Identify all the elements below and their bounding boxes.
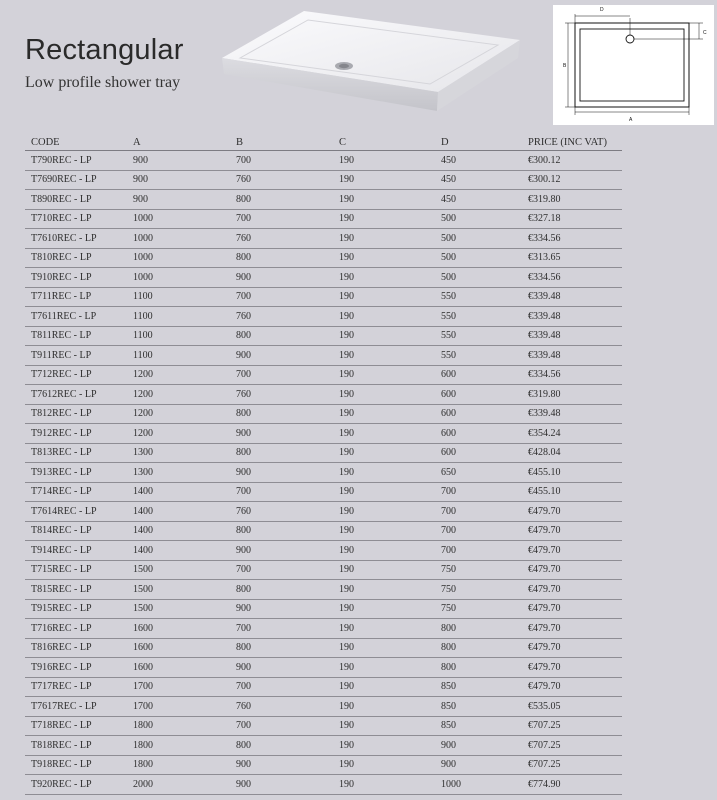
cell-b: 760	[230, 229, 333, 249]
cell-b: 700	[230, 677, 333, 697]
cell-c: 190	[333, 346, 435, 366]
dimensions-price-table	[25, 134, 622, 795]
cell-price: €535.05	[522, 697, 622, 717]
column-header-c: C	[333, 134, 435, 151]
cell-a: 1100	[127, 307, 230, 327]
cell-a: 1000	[127, 229, 230, 249]
column-header-code: CODE	[25, 134, 127, 151]
cell-d: 600	[435, 443, 522, 463]
cell-a: 1400	[127, 541, 230, 561]
cell-b: 700	[230, 716, 333, 736]
cell-b: 900	[230, 658, 333, 678]
cell-d: 500	[435, 209, 522, 229]
table-row	[25, 775, 622, 795]
page-title: Rectangular	[25, 34, 184, 66]
cell-c: 190	[333, 307, 435, 327]
cell-d: 450	[435, 190, 522, 210]
cell-b: 800	[230, 736, 333, 756]
cell-price: €300.12	[522, 151, 622, 171]
cell-d: 700	[435, 482, 522, 502]
cell-code: T7612REC - LP	[25, 385, 127, 405]
cell-c: 190	[333, 502, 435, 522]
cell-price: €327.18	[522, 209, 622, 229]
cell-a: 1400	[127, 482, 230, 502]
cell-price: €707.25	[522, 736, 622, 756]
cell-code: T916REC - LP	[25, 658, 127, 678]
cell-b: 760	[230, 502, 333, 522]
cell-code: T7617REC - LP	[25, 697, 127, 717]
table-row	[25, 638, 622, 658]
cell-code: T910REC - LP	[25, 268, 127, 288]
table-row	[25, 385, 622, 405]
diagram-label-b: B	[563, 63, 567, 69]
cell-a: 900	[127, 151, 230, 171]
cell-price: €339.48	[522, 404, 622, 424]
cell-c: 190	[333, 404, 435, 424]
table-row	[25, 677, 622, 697]
cell-code: T813REC - LP	[25, 443, 127, 463]
cell-c: 190	[333, 482, 435, 502]
cell-b: 900	[230, 775, 333, 795]
table-row	[25, 560, 622, 580]
cell-c: 190	[333, 560, 435, 580]
cell-code: T915REC - LP	[25, 599, 127, 619]
cell-price: €428.04	[522, 443, 622, 463]
cell-b: 700	[230, 619, 333, 639]
table-row	[25, 151, 622, 171]
cell-c: 190	[333, 326, 435, 346]
column-header-b: B	[230, 134, 333, 151]
cell-c: 190	[333, 248, 435, 268]
cell-price: €479.70	[522, 619, 622, 639]
cell-a: 1000	[127, 268, 230, 288]
cell-b: 800	[230, 248, 333, 268]
cell-code: T717REC - LP	[25, 677, 127, 697]
cell-d: 700	[435, 502, 522, 522]
table-row	[25, 190, 622, 210]
cell-price: €479.70	[522, 638, 622, 658]
cell-d: 900	[435, 755, 522, 775]
cell-code: T913REC - LP	[25, 463, 127, 483]
cell-d: 600	[435, 404, 522, 424]
cell-a: 1600	[127, 658, 230, 678]
cell-d: 550	[435, 307, 522, 327]
cell-c: 190	[333, 599, 435, 619]
cell-price: €354.24	[522, 424, 622, 444]
cell-code: T815REC - LP	[25, 580, 127, 600]
table-row	[25, 658, 622, 678]
cell-b: 800	[230, 638, 333, 658]
cell-b: 800	[230, 190, 333, 210]
dimension-diagram	[553, 5, 714, 125]
cell-a: 1100	[127, 326, 230, 346]
cell-b: 700	[230, 209, 333, 229]
table-row	[25, 268, 622, 288]
table-body	[25, 151, 622, 795]
table-row	[25, 287, 622, 307]
table-row	[25, 541, 622, 561]
cell-c: 190	[333, 658, 435, 678]
cell-d: 450	[435, 170, 522, 190]
cell-code: T914REC - LP	[25, 541, 127, 561]
cell-code: T918REC - LP	[25, 755, 127, 775]
cell-b: 700	[230, 365, 333, 385]
cell-b: 760	[230, 170, 333, 190]
cell-c: 190	[333, 170, 435, 190]
cell-d: 600	[435, 424, 522, 444]
cell-b: 760	[230, 697, 333, 717]
cell-b: 900	[230, 755, 333, 775]
cell-c: 190	[333, 736, 435, 756]
cell-code: T818REC - LP	[25, 736, 127, 756]
cell-a: 900	[127, 170, 230, 190]
cell-code: T816REC - LP	[25, 638, 127, 658]
table-row	[25, 326, 622, 346]
cell-c: 190	[333, 190, 435, 210]
cell-d: 850	[435, 677, 522, 697]
cell-b: 760	[230, 307, 333, 327]
cell-c: 190	[333, 443, 435, 463]
cell-price: €313.65	[522, 248, 622, 268]
cell-c: 190	[333, 209, 435, 229]
cell-d: 800	[435, 638, 522, 658]
cell-code: T811REC - LP	[25, 326, 127, 346]
cell-price: €455.10	[522, 463, 622, 483]
cell-c: 190	[333, 521, 435, 541]
cell-a: 1000	[127, 209, 230, 229]
cell-a: 1500	[127, 560, 230, 580]
cell-price: €479.70	[522, 521, 622, 541]
cell-a: 1700	[127, 697, 230, 717]
cell-d: 900	[435, 736, 522, 756]
cell-d: 450	[435, 151, 522, 171]
cell-a: 1100	[127, 287, 230, 307]
cell-d: 700	[435, 541, 522, 561]
table-row	[25, 229, 622, 249]
cell-code: T7614REC - LP	[25, 502, 127, 522]
cell-b: 760	[230, 385, 333, 405]
cell-code: T790REC - LP	[25, 151, 127, 171]
table-row	[25, 463, 622, 483]
table-row	[25, 346, 622, 366]
cell-c: 190	[333, 151, 435, 171]
cell-a: 1600	[127, 638, 230, 658]
cell-b: 900	[230, 599, 333, 619]
cell-d: 750	[435, 580, 522, 600]
cell-price: €300.12	[522, 170, 622, 190]
cell-code: T718REC - LP	[25, 716, 127, 736]
table-row	[25, 424, 622, 444]
cell-b: 800	[230, 326, 333, 346]
cell-price: €339.48	[522, 287, 622, 307]
table-row	[25, 209, 622, 229]
cell-code: T812REC - LP	[25, 404, 127, 424]
cell-d: 500	[435, 268, 522, 288]
cell-price: €455.10	[522, 482, 622, 502]
cell-price: €319.80	[522, 190, 622, 210]
cell-price: €339.48	[522, 326, 622, 346]
page-subtitle: Low profile shower tray	[25, 74, 181, 91]
cell-a: 1400	[127, 521, 230, 541]
cell-price: €479.70	[522, 560, 622, 580]
table-row	[25, 716, 622, 736]
cell-a: 1300	[127, 463, 230, 483]
cell-d: 500	[435, 248, 522, 268]
cell-a: 1000	[127, 248, 230, 268]
cell-d: 850	[435, 697, 522, 717]
cell-code: T810REC - LP	[25, 248, 127, 268]
cell-code: T712REC - LP	[25, 365, 127, 385]
cell-d: 750	[435, 599, 522, 619]
cell-price: €479.70	[522, 502, 622, 522]
cell-a: 2000	[127, 775, 230, 795]
cell-d: 550	[435, 326, 522, 346]
cell-d: 550	[435, 287, 522, 307]
cell-b: 900	[230, 346, 333, 366]
cell-price: €479.70	[522, 677, 622, 697]
table-row	[25, 736, 622, 756]
cell-b: 700	[230, 560, 333, 580]
cell-d: 800	[435, 619, 522, 639]
cell-b: 800	[230, 521, 333, 541]
cell-code: T710REC - LP	[25, 209, 127, 229]
cell-a: 1300	[127, 443, 230, 463]
table-row	[25, 521, 622, 541]
diagram-label-a: A	[629, 117, 633, 123]
cell-price: €334.56	[522, 268, 622, 288]
table-row	[25, 443, 622, 463]
cell-d: 550	[435, 346, 522, 366]
cell-price: €339.48	[522, 307, 622, 327]
cell-price: €319.80	[522, 385, 622, 405]
cell-price: €479.70	[522, 580, 622, 600]
cell-c: 190	[333, 697, 435, 717]
column-header-d: D	[435, 134, 522, 151]
cell-c: 190	[333, 619, 435, 639]
cell-b: 900	[230, 541, 333, 561]
column-header-price: PRICE (INC VAT)	[522, 134, 622, 151]
cell-d: 500	[435, 229, 522, 249]
table-row	[25, 599, 622, 619]
cell-price: €707.25	[522, 755, 622, 775]
cell-c: 190	[333, 580, 435, 600]
cell-code: T716REC - LP	[25, 619, 127, 639]
diagram-label-c: C	[703, 30, 707, 36]
cell-code: T7610REC - LP	[25, 229, 127, 249]
table-row	[25, 619, 622, 639]
table-header-row	[25, 134, 622, 151]
cell-c: 190	[333, 229, 435, 249]
table-row	[25, 697, 622, 717]
table-row	[25, 404, 622, 424]
cell-c: 190	[333, 385, 435, 405]
cell-b: 800	[230, 404, 333, 424]
cell-a: 900	[127, 190, 230, 210]
cell-b: 700	[230, 287, 333, 307]
cell-code: T911REC - LP	[25, 346, 127, 366]
cell-a: 1800	[127, 755, 230, 775]
cell-b: 900	[230, 424, 333, 444]
cell-code: T715REC - LP	[25, 560, 127, 580]
cell-a: 1500	[127, 580, 230, 600]
cell-price: €707.25	[522, 716, 622, 736]
cell-a: 1800	[127, 736, 230, 756]
column-header-a: A	[127, 134, 230, 151]
cell-a: 1400	[127, 502, 230, 522]
cell-a: 1800	[127, 716, 230, 736]
cell-price: €334.56	[522, 229, 622, 249]
cell-b: 900	[230, 463, 333, 483]
cell-d: 650	[435, 463, 522, 483]
cell-a: 1100	[127, 346, 230, 366]
cell-b: 900	[230, 268, 333, 288]
cell-c: 190	[333, 541, 435, 561]
cell-price: €479.70	[522, 599, 622, 619]
cell-c: 190	[333, 424, 435, 444]
cell-a: 1500	[127, 599, 230, 619]
cell-code: T711REC - LP	[25, 287, 127, 307]
cell-c: 190	[333, 638, 435, 658]
table-row	[25, 482, 622, 502]
cell-c: 190	[333, 716, 435, 736]
cell-d: 850	[435, 716, 522, 736]
cell-c: 190	[333, 365, 435, 385]
cell-price: €774.90	[522, 775, 622, 795]
cell-price: €339.48	[522, 346, 622, 366]
table-row	[25, 170, 622, 190]
diagram-label-d: D	[600, 7, 604, 13]
cell-a: 1700	[127, 677, 230, 697]
cell-code: T890REC - LP	[25, 190, 127, 210]
cell-c: 190	[333, 775, 435, 795]
table-row	[25, 365, 622, 385]
cell-price: €479.70	[522, 658, 622, 678]
cell-price: €479.70	[522, 541, 622, 561]
cell-c: 190	[333, 677, 435, 697]
cell-code: T920REC - LP	[25, 775, 127, 795]
table-row	[25, 755, 622, 775]
cell-d: 1000	[435, 775, 522, 795]
cell-c: 190	[333, 463, 435, 483]
table-row	[25, 307, 622, 327]
cell-a: 1200	[127, 365, 230, 385]
cell-b: 800	[230, 580, 333, 600]
cell-b: 700	[230, 151, 333, 171]
cell-price: €334.56	[522, 365, 622, 385]
cell-a: 1600	[127, 619, 230, 639]
cell-d: 750	[435, 560, 522, 580]
cell-c: 190	[333, 755, 435, 775]
cell-code: T714REC - LP	[25, 482, 127, 502]
cell-d: 600	[435, 365, 522, 385]
shower-tray-image	[218, 8, 524, 112]
cell-a: 1200	[127, 424, 230, 444]
cell-d: 800	[435, 658, 522, 678]
cell-code: T7690REC - LP	[25, 170, 127, 190]
cell-code: T7611REC - LP	[25, 307, 127, 327]
cell-d: 600	[435, 385, 522, 405]
table-row	[25, 580, 622, 600]
cell-code: T912REC - LP	[25, 424, 127, 444]
cell-c: 190	[333, 287, 435, 307]
table-row	[25, 502, 622, 522]
cell-a: 1200	[127, 404, 230, 424]
cell-d: 700	[435, 521, 522, 541]
cell-c: 190	[333, 268, 435, 288]
cell-code: T814REC - LP	[25, 521, 127, 541]
cell-b: 700	[230, 482, 333, 502]
cell-a: 1200	[127, 385, 230, 405]
table-row	[25, 248, 622, 268]
cell-b: 800	[230, 443, 333, 463]
